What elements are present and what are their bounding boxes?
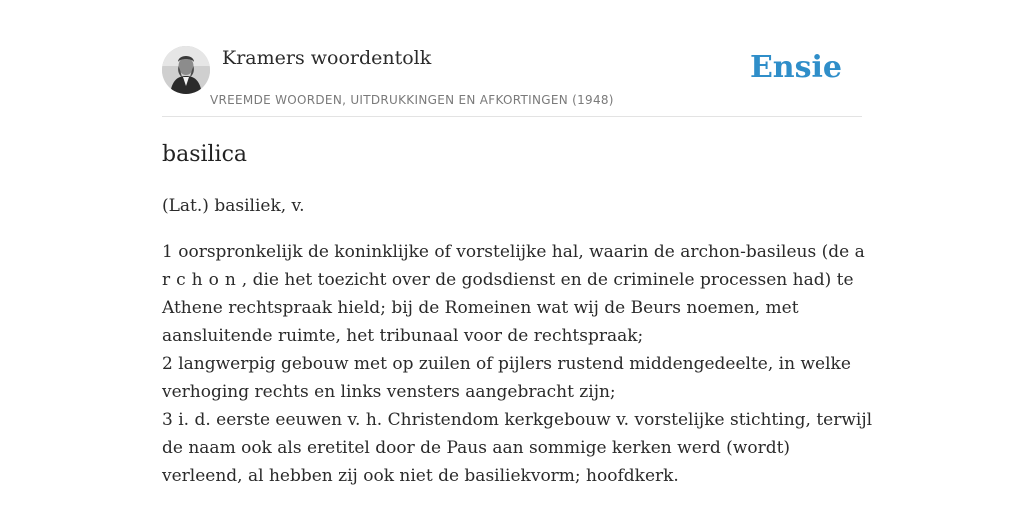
definition-line: [162, 266, 862, 294]
source-subtitle: VREEMDE WOORDEN, UITDRUKKINGEN EN AFKORTINGEN (1948): [210, 93, 614, 107]
definition-line: verhoging rechts en links vensters aangebracht zijn;: [162, 382, 616, 402]
definition-line: 1 oorspronkelijk de koninklijke of vorstelijke hal, waarin de archon-basileus (de a: [162, 242, 865, 262]
entry-card: [162, 0, 873, 512]
definition-line: de naam ook als eretitel door de Paus aan sommige kerken werd (wordt): [162, 438, 791, 458]
entry-body: [162, 192, 873, 490]
definition-line-rest: , die het toezicht over de godsdienst en de criminele processen had) te: [241, 270, 854, 290]
author-name[interactable]: Kramers woordentolk: [222, 47, 432, 69]
definition-line: 3 i. d. eerste eeuwen v. h. Christendom kerkgebouw v. vorstelijke stichting, terwijl: [162, 410, 873, 430]
definition-spaced-word: rchon: [162, 270, 242, 290]
etymology: (Lat.) basiliek, v.: [162, 196, 305, 216]
definition-line: Athene rechtspraak hield; bij de Romeinen wat wij de Beurs noemen, met: [162, 298, 799, 318]
definition-line: aansluitende ruimte, het tribunaal voor de rechtspraak;: [162, 326, 644, 346]
definition-line: 2 langwerpig gebouw met op zuilen of pijlers rustend middengedeelte, in welke: [162, 354, 851, 374]
brand-logo[interactable]: Ensie: [749, 50, 842, 85]
author-portrait-icon: [162, 46, 210, 94]
header: [162, 0, 862, 117]
definition-line: verleend, al hebben zij ook niet de basiliekvorm; hoofdkerk.: [162, 466, 679, 486]
author-avatar[interactable]: [162, 46, 210, 94]
headword: basilica: [162, 142, 248, 167]
